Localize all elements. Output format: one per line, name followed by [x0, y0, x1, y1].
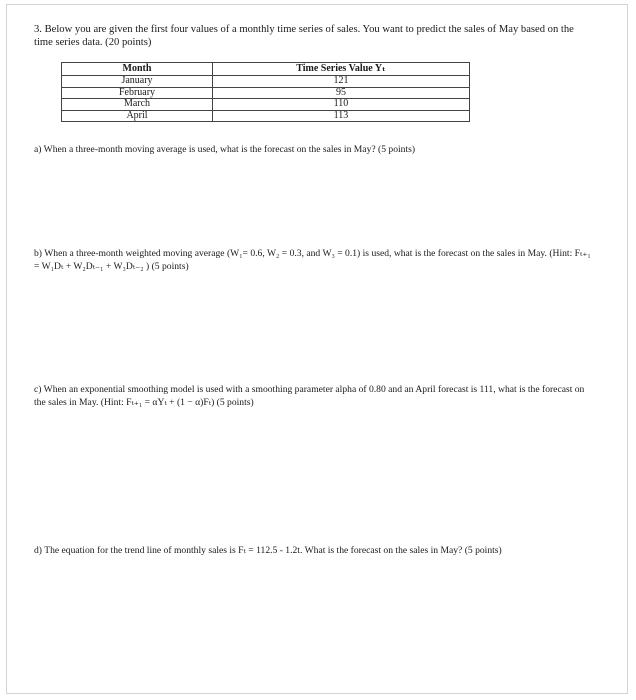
problem-intro: 3. Below you are given the first four values of a monthly time series of sales. You want to predict the sales of May based on the time series data. (20 points)	[34, 24, 574, 48]
table-row	[62, 76, 470, 88]
header-value: Time Series Value Yₜ	[213, 63, 470, 76]
sales-table	[61, 62, 470, 122]
value-cell: 113	[213, 110, 470, 122]
value-cell: 95	[213, 87, 470, 99]
header-month: Month	[62, 63, 213, 76]
month-cell: April	[62, 110, 213, 122]
value-cell: 110	[213, 99, 470, 111]
table-row	[62, 99, 470, 111]
table-row	[62, 110, 470, 122]
question-d: d) The equation for the trend line of monthly sales is Fₜ = 112.5 - 1.2t. What is the forecast on the sales in May? (5 points)	[34, 545, 502, 556]
month-cell: January	[62, 76, 213, 88]
table-header-row	[62, 63, 470, 76]
value-cell: 121	[213, 76, 470, 88]
question-c: c) When an exponential smoothing model is used with a smoothing parameter alpha of 0.80 and an April forecast is 111, what is the forecast on the sales in May. (Hint: Fₜ₊₁ = αYₜ + (1 − α)Fₜ) (5 points)	[34, 384, 585, 408]
table-row	[62, 87, 470, 99]
month-cell: February	[62, 87, 213, 99]
question-b: b) When a three-month weighted moving average (W₁= 0.6, W₂ = 0.3, and W₃ = 0.1) is used, what is the forecast on the sales in May. (Hint: Fₜ₊₁ = W₁Dₜ + W₂Dₜ₋₁ + W₃Dₜ₋₂ ) (5 points)	[34, 248, 591, 272]
month-cell: March	[62, 99, 213, 111]
question-a: a) When a three-month moving average is used, what is the forecast on the sales in May? (5 points)	[34, 144, 416, 155]
